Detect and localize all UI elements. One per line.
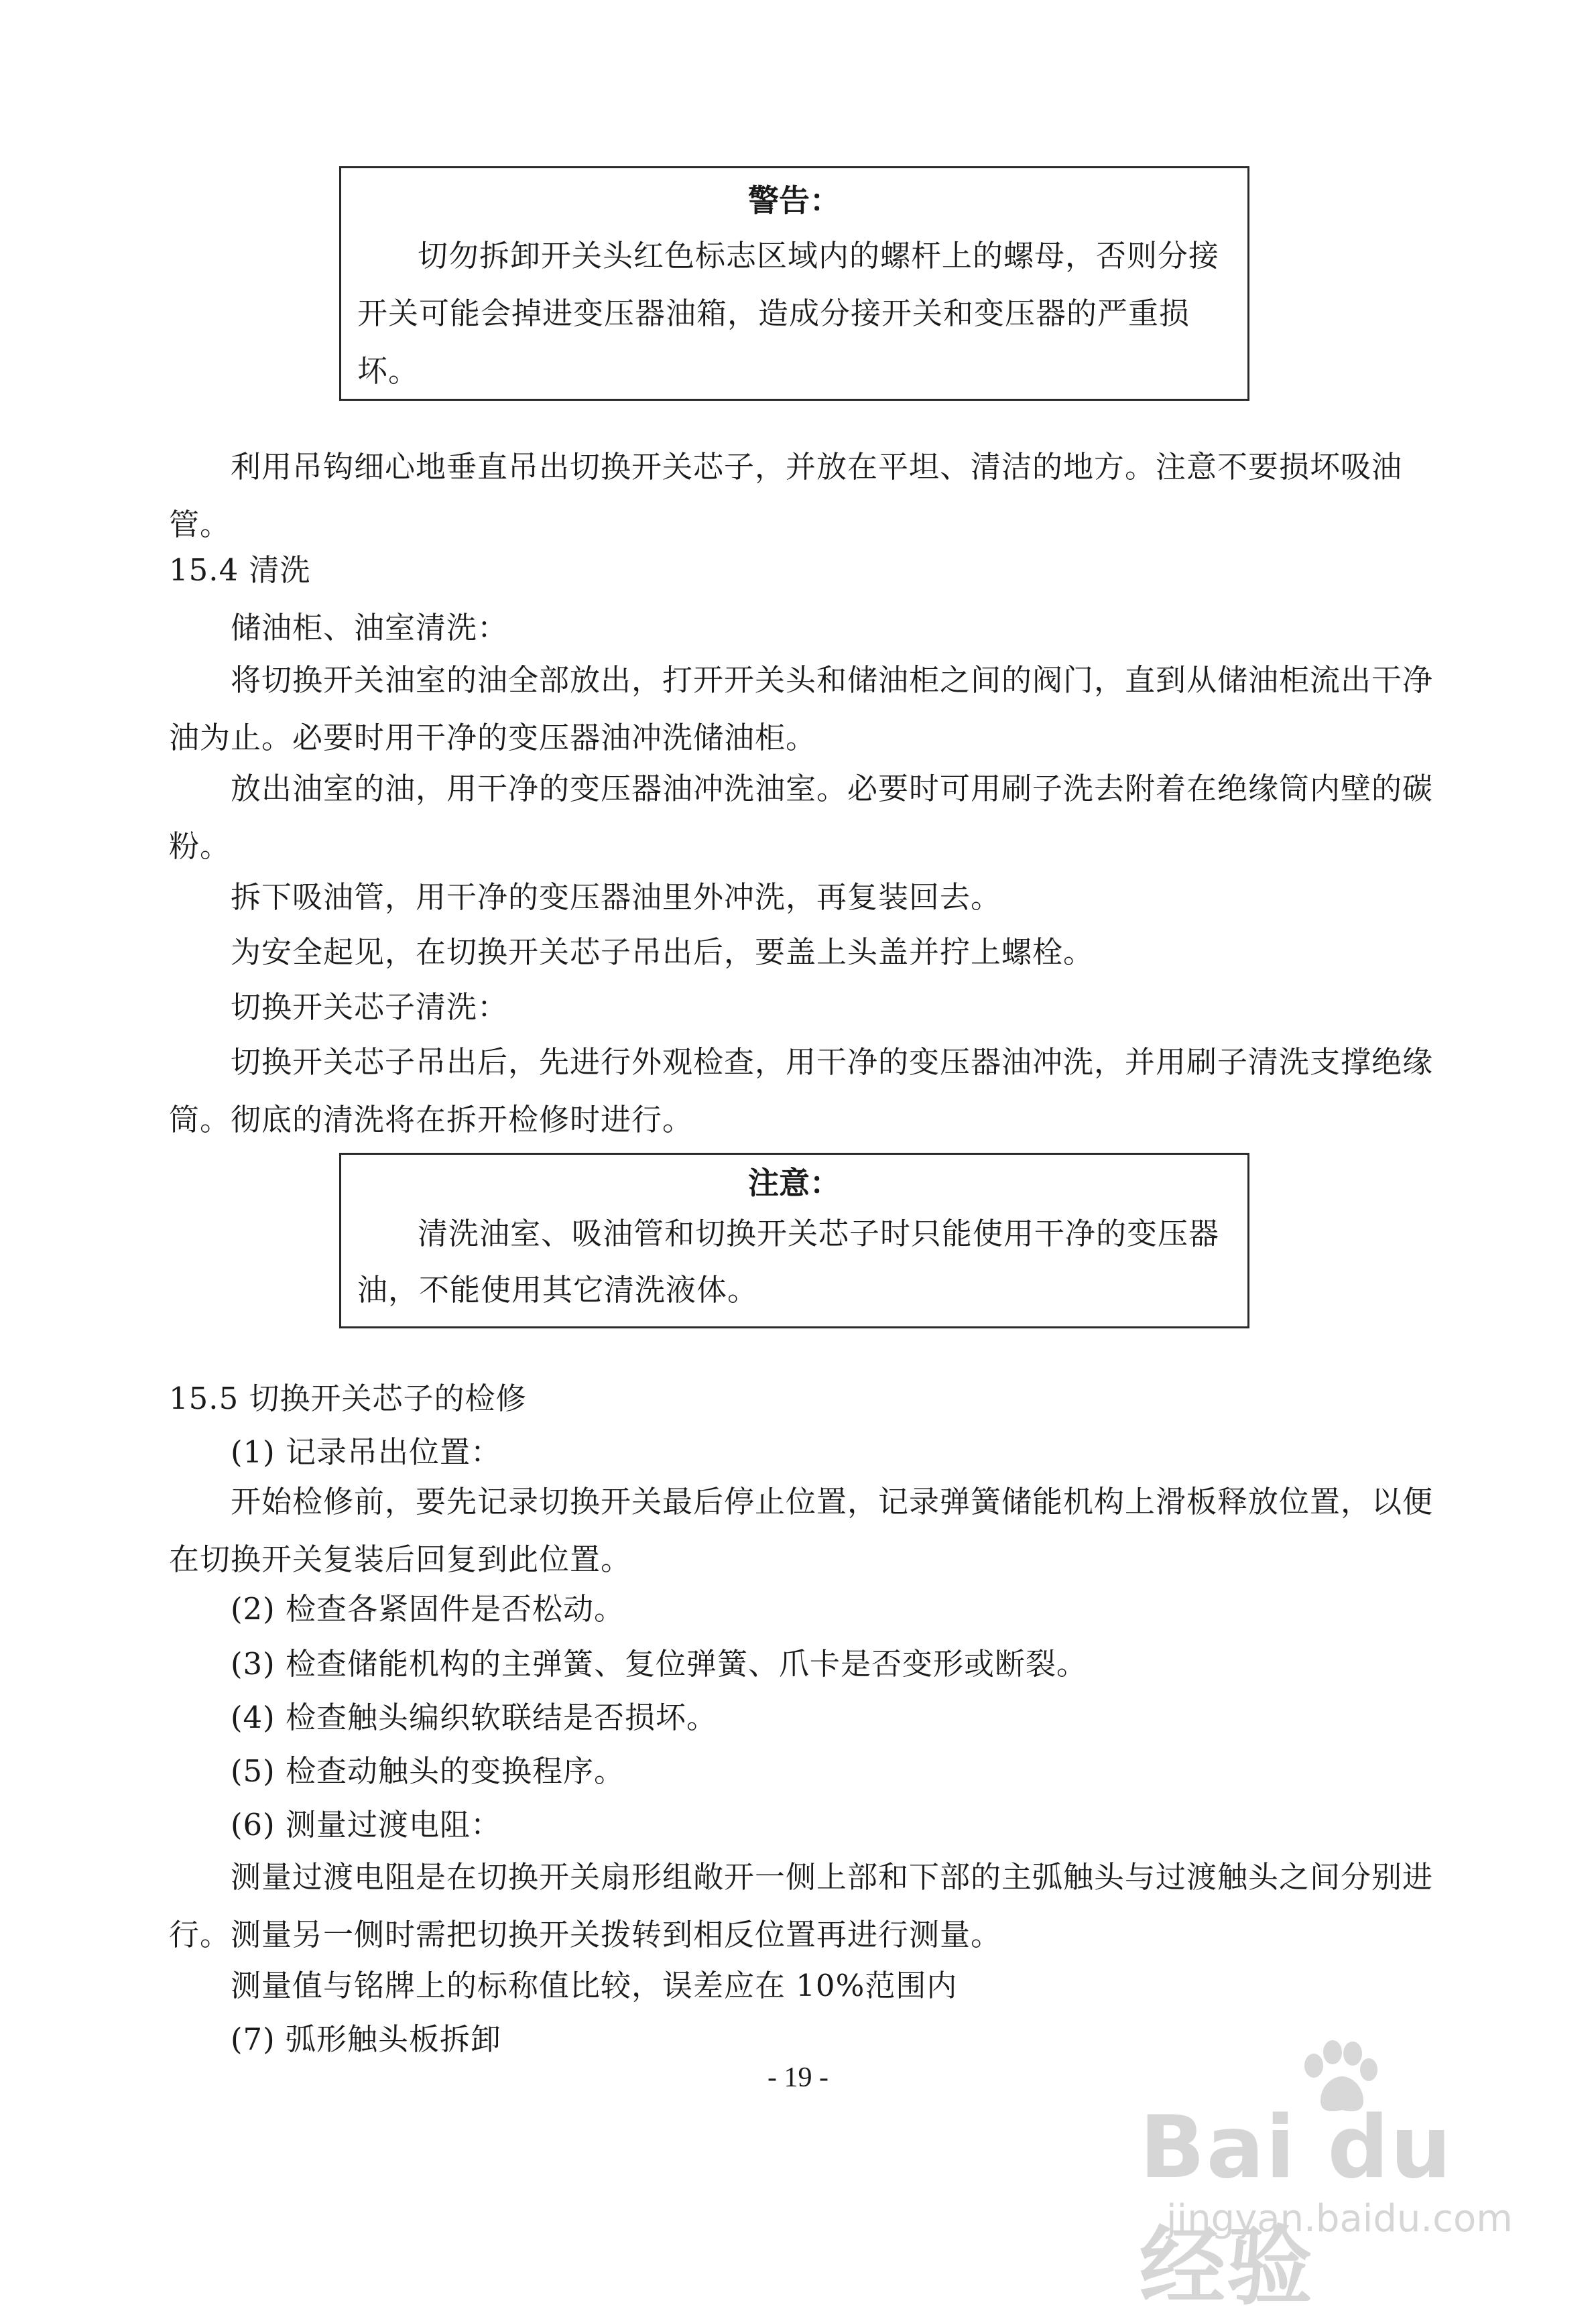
section-heading-15-5: 15.5 切换开关芯子的检修 [169, 1381, 527, 1416]
page-number: - 19 - [768, 2062, 828, 2093]
list-item-1: (1) 记录吊出位置： [231, 1434, 502, 1470]
list-item-4: (4) 检查触头编织软联结是否损坏。 [231, 1700, 718, 1735]
list-item-1-text: 开始检修前，要先记录切换开关最后停止位置，记录弹簧储能机构上滑板释放位置，以便在切换开关复装后回复到此位置。 [169, 1484, 1434, 1577]
list-item-6-text: 测量过渡电阻是在切换开关扇形组敞开一侧上部和下部的主弧触头与过渡触头之间分别进行。测量另一侧时需把切换开关拨转到相反位置再进行测量。 [169, 1859, 1434, 1952]
note-text: 清洗油室、吸油管和切换开关芯子时只能使用干净的变压器油，不能使用其它清洗液体。 [357, 1216, 1220, 1308]
list-item-6: (6) 测量过渡电阻： [231, 1807, 502, 1842]
list-item-7: (7) 弧形触头板拆卸 [231, 2021, 502, 2057]
paragraph-flush-chamber: 放出油室的油，用干净的变压器油冲洗油室。必要时可用刷子洗去附着在绝缘筒内壁的碳粉。 [169, 771, 1434, 864]
warning-box [339, 166, 1249, 401]
section-heading-15-4: 15.4 清洗 [169, 552, 311, 588]
paragraph-lift-out: 利用吊钩细心地垂直吊出切换开关芯子，并放在平坦、清洁的地方。注意不要损坏吸油管。 [169, 449, 1403, 542]
list-item-6-tolerance: 测量值与铭牌上的标称值比较，误差应在 10%范围内 [231, 1968, 958, 2003]
note-box [339, 1153, 1249, 1328]
paragraph-subheading-conservator: 储油柜、油室清洗： [231, 610, 509, 645]
paragraph-drain-oil: 将切换开关油室的油全部放出，打开开关头和储油柜之间的阀门，直到从储油柜流出干净油为止。必要时用干净的变压器油冲洗储油柜。 [169, 662, 1434, 755]
paragraph-insert-cleaning: 切换开关芯子吊出后，先进行外观检查，用干净的变压器油冲洗，并用刷子清洗支撑绝缘筒。彻底的清洗将在拆开检修时进行。 [169, 1044, 1434, 1137]
paragraph-safety-cover: 为安全起见，在切换开关芯子吊出后，要盖上头盖并拧上螺栓。 [231, 934, 1095, 970]
watermark-site: jingyan.baidu.com [1166, 2197, 1513, 2241]
warning-title: 警告： [748, 182, 841, 218]
paragraph-suction-pipe: 拆下吸油管，用干净的变压器油里外冲洗，再复装回去。 [231, 879, 1002, 915]
paragraph-subheading-insert: 切换开关芯子清洗： [231, 989, 509, 1025]
note-title: 注意： [748, 1165, 841, 1201]
warning-text: 切勿拆卸开关头红色标志区域内的螺杆上的螺母，否则分接开关可能会掉进变压器油箱，造成分接开关和变压器的严重损坏。 [357, 238, 1220, 389]
list-item-2: (2) 检查各紧固件是否松动。 [231, 1591, 625, 1627]
list-item-3: (3) 检查储能机构的主弹簧、复位弹簧、爪卡是否变形或断裂。 [231, 1646, 1088, 1682]
baidu-watermark [1140, 2037, 1569, 2317]
watermark-brand: Bai du 经验 [1140, 2098, 1453, 2317]
list-item-5: (5) 检查动触头的变换程序。 [231, 1753, 625, 1789]
